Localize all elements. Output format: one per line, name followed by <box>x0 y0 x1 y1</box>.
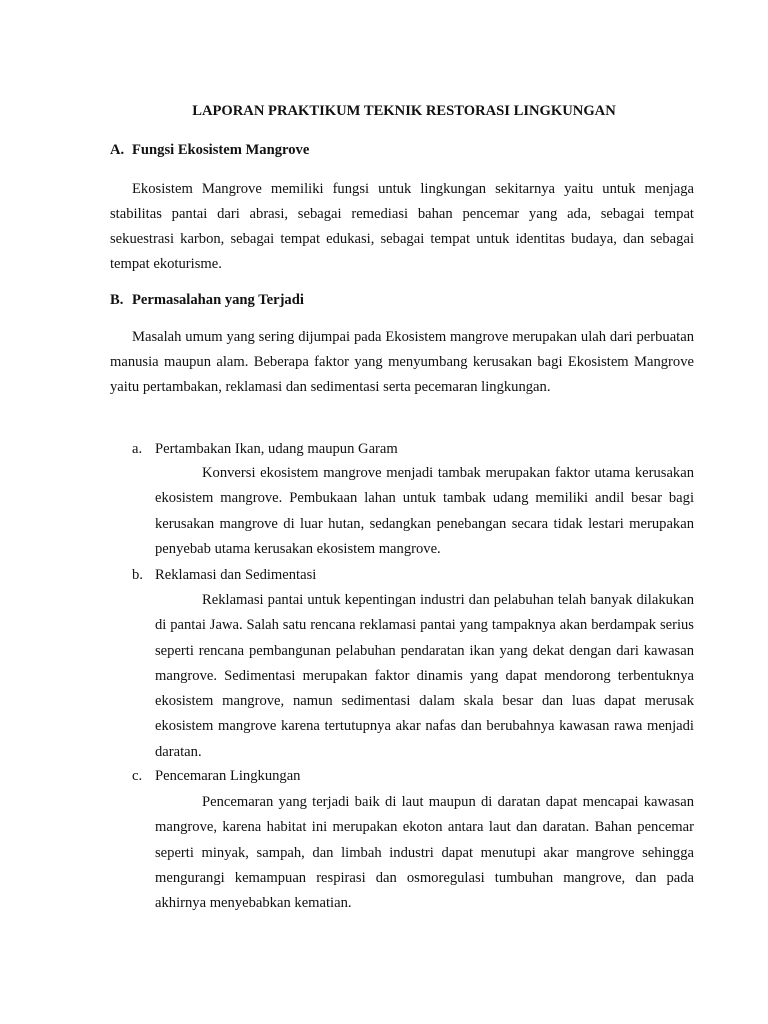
list-item-b-text: Reklamasi pantai untuk kepentingan industri dan pelabuhan telah banyak dilakukan di pantai Jawa. Salah satu rencana reklamasi pantai yang tampaknya akan berdampak serius seperti rencana pembangunan pelabuhan pendaratan ikan yang dekat dengan dari kawasan mangrove. Sedimentasi merupakan faktor dinamis yang dapat mendorong terbentuknya ekosistem mangrove, namun sedimentasi dalam skala besar dan luas dapat merusak ekosistem mangrove karena tertutupnya akar nafas dan berubahnya kawasan rawa menjadi daratan. <box>155 592 694 760</box>
section-b-title: Permasalahan yang Terjadi <box>132 292 304 308</box>
list-item-c-letter: c. <box>132 768 143 784</box>
list-item-c-heading <box>132 766 300 786</box>
list-item-a-heading <box>132 439 398 459</box>
section-b-heading <box>110 290 304 310</box>
section-b-paragraph: Masalah umum yang sering dijumpai pada Ekosistem mangrove merupakan ulah dari perbuatan manusia maupun alam. Beberapa faktor yang menyumbang kerusakan bagi Ekosistem Mangrove yaitu pertambakan, reklamasi dan sedimentasi serta pecemaran lingkungan. <box>110 329 694 395</box>
list-item-a-text: Konversi ekosistem mangrove menjadi tambak merupakan faktor utama kerusakan ekosistem mangrove. Pembukaan lahan untuk tambak udang memiliki andil besar bagi kerusakan mangrove di luar hutan, sedangkan penebangan secara tidak lestari merupakan penyebab utama kerusakan ekosistem mangrove. <box>155 465 694 557</box>
list-item-a-title: Pertambakan Ikan, udang maupun Garam <box>155 441 398 457</box>
section-b-label: B. <box>110 292 124 308</box>
section-a-title: Fungsi Ekosistem Mangrove <box>132 142 310 158</box>
list-item-b-title: Reklamasi dan Sedimentasi <box>155 567 317 583</box>
list-item-c-title: Pencemaran Lingkungan <box>155 768 301 784</box>
document-title: LAPORAN PRAKTIKUM TEKNIK RESTORASI LINGKUNGAN <box>192 103 616 119</box>
section-a-paragraph: Ekosistem Mangrove memiliki fungsi untuk lingkungan sekitarnya yaitu untuk menjaga stabilitas pantai dari abrasi, sebagai remediasi bahan pencemar yang ada, sebagai tempat sekuestrasi karbon, sebagai tempat edukasi, sebagai tempat untuk identitas budaya, dan sebagai tempat ekoturisme. <box>110 181 694 272</box>
section-a-heading <box>110 140 309 160</box>
list-item-a-letter: a. <box>132 441 143 457</box>
list-item-b-letter: b. <box>132 567 143 583</box>
section-a-label: A. <box>110 142 125 158</box>
list-item-b-heading <box>132 565 316 585</box>
list-item-c-text: Pencemaran yang terjadi baik di laut maupun di daratan dapat mencapai kawasan mangrove, karena habitat ini merupakan ekoton antara laut dan daratan. Bahan pencemar seperti minyak, sampah, dan limbah industri dapat menutupi akar mangrove sehingga mengurangi kemampuan respirasi dan osmoregulasi tumbuhan mangrove, dan pada akhirnya menyebabkan kematian. <box>155 794 694 912</box>
